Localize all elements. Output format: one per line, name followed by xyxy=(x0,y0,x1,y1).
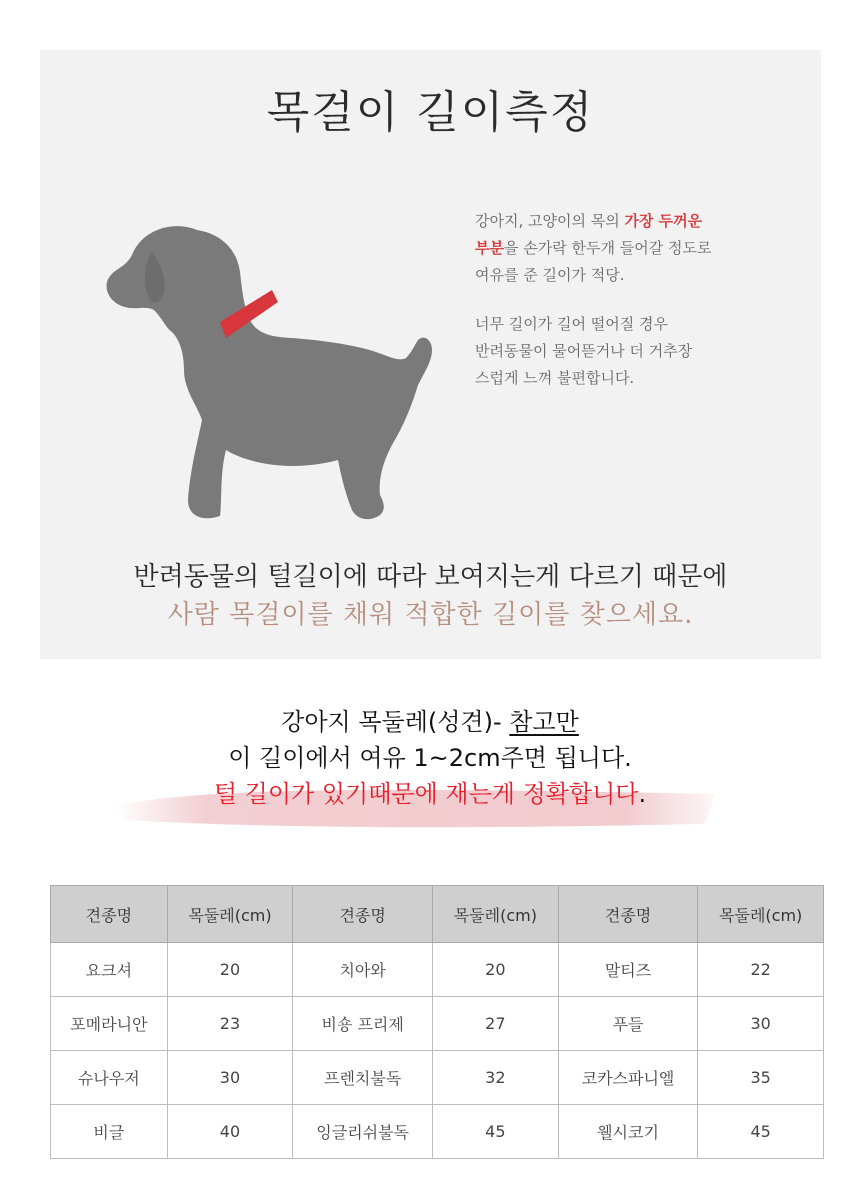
neck-cell: 23 xyxy=(167,997,293,1051)
desc-paragraph-2: 너무 길이가 길어 떨어질 경우 반려동물이 물어뜯거나 더 거추장 스럽게 느껴 불편합니다. xyxy=(475,315,693,387)
neck-cell: 30 xyxy=(698,997,824,1051)
neck-cell: 40 xyxy=(167,1105,293,1159)
neck-cell: 45 xyxy=(698,1105,824,1159)
neck-guide-line-2: 이 길이에서 여유 1~2cm주면 됩니다. xyxy=(228,744,632,772)
breed-cell: 잉글리쉬불독 xyxy=(293,1105,433,1159)
highlight-part: 부분 xyxy=(475,239,504,257)
neck-cell: 32 xyxy=(433,1051,559,1105)
neck-cell: 45 xyxy=(433,1105,559,1159)
neck-cell: 27 xyxy=(433,997,559,1051)
desc-paragraph-1: 강아지, 고양이의 목의 가장 두꺼운 부분을 손가락 한두개 들어갈 정도로 여유를 준 길이가 적당. xyxy=(475,212,712,284)
human-necklace-tip: 사람 목걸이를 채워 적합한 길이를 찾으세요. xyxy=(167,600,694,630)
neck-cell: 22 xyxy=(698,943,824,997)
table-row xyxy=(51,943,824,997)
neck-cell: 35 xyxy=(698,1051,824,1105)
breed-neck-size-table xyxy=(50,885,824,1159)
dog-silhouette-icon xyxy=(102,210,442,540)
neck-cell: 20 xyxy=(167,943,293,997)
breed-cell: 치아와 xyxy=(293,943,433,997)
neck-guide-line-3: 털 길이가 있기때문에 재는게 정확합니다. xyxy=(213,780,647,808)
header-breed: 견종명 xyxy=(293,886,433,943)
breed-cell: 웰시코기 xyxy=(558,1105,698,1159)
table-row xyxy=(51,1105,824,1159)
fur-length-note: 반려동물의 털길이에 따라 보여지는게 다르기 때문에 xyxy=(133,562,728,592)
header-breed: 견종명 xyxy=(558,886,698,943)
measurement-panel xyxy=(40,50,821,659)
table-row xyxy=(51,997,824,1051)
breed-cell: 슈나우저 xyxy=(51,1051,168,1105)
header-neck: 목둘레(cm) xyxy=(698,886,824,943)
neck-guide xyxy=(0,704,860,812)
breed-cell: 포메라니안 xyxy=(51,997,168,1051)
breed-cell: 말티즈 xyxy=(558,943,698,997)
breed-cell: 프렌치불독 xyxy=(293,1051,433,1105)
header-neck: 목둘레(cm) xyxy=(433,886,559,943)
breed-cell: 푸들 xyxy=(558,997,698,1051)
neck-cell: 30 xyxy=(167,1051,293,1105)
header-neck: 목둘레(cm) xyxy=(167,886,293,943)
neck-cell: 20 xyxy=(433,943,559,997)
breed-cell: 요크셔 xyxy=(51,943,168,997)
highlight-thickest: 가장 두꺼운 xyxy=(624,212,703,230)
breed-cell: 비숑 프리제 xyxy=(293,997,433,1051)
table-header-row xyxy=(51,886,824,943)
neck-guide-line-1: 강아지 목둘레(성견)- 참고만 xyxy=(281,708,579,736)
header-breed: 견종명 xyxy=(51,886,168,943)
reference-only-label: 참고만 xyxy=(509,708,579,736)
measurement-description xyxy=(475,208,805,414)
breed-cell: 비글 xyxy=(51,1105,168,1159)
panel-title: 목걸이 길이측정 xyxy=(266,87,595,138)
table-row xyxy=(51,1051,824,1105)
breed-cell: 코카스파니엘 xyxy=(558,1051,698,1105)
